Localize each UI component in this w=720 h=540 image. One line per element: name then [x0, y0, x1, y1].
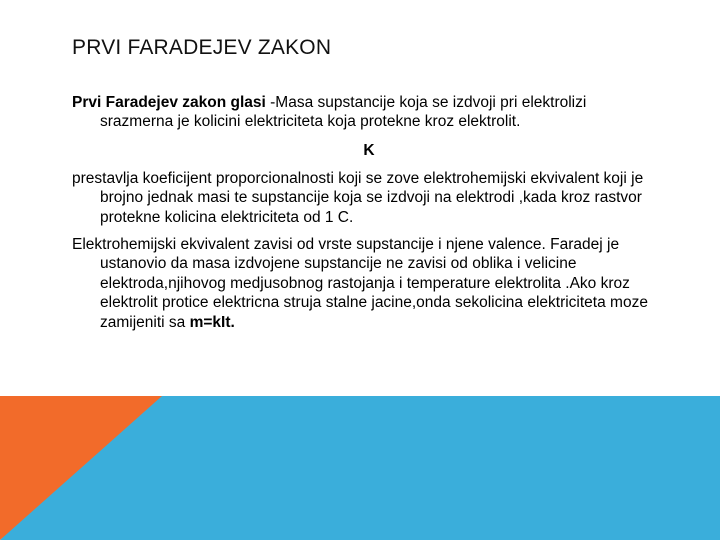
- symbol-k: K: [363, 141, 375, 159]
- slide-title: PRVI FARADEJEV ZAKON: [72, 36, 332, 59]
- law-name: Prvi Faradejev zakon glasi: [72, 94, 266, 111]
- law-statement-text: -Masa supstancije koja se izdvoji pri elektrolizi srazmerna je kolicini elektriciteta koja protekne kroz elektrolit.: [100, 94, 587, 131]
- formula-text: m=kIt.: [189, 313, 235, 331]
- equivalent-text: Elektrohemijski ekvivalent zavisi od vrste supstancije i njene valence. Faradej je ustanovio da masa izdvojene supstancije ne zavisi od oblika i velicine elektroda,njihovog medjusobnog rastojanja i temperature elektrolita .Ako kroz elektrolit protice elektricna struja stalne jacine,onda sekolicina elektriciteta moze zamijeniti sa: [72, 236, 648, 331]
- paragraph-coefficient: prestavlja koeficijent proporcionalnosti koji se zove elektrohemijski ekvivalent koji je brojno jednak masi te supstancije koja se izdvoji na elektrodi ,kada kroz rastvor protekne kolicina elektriciteta od 1 C.: [72, 169, 644, 226]
